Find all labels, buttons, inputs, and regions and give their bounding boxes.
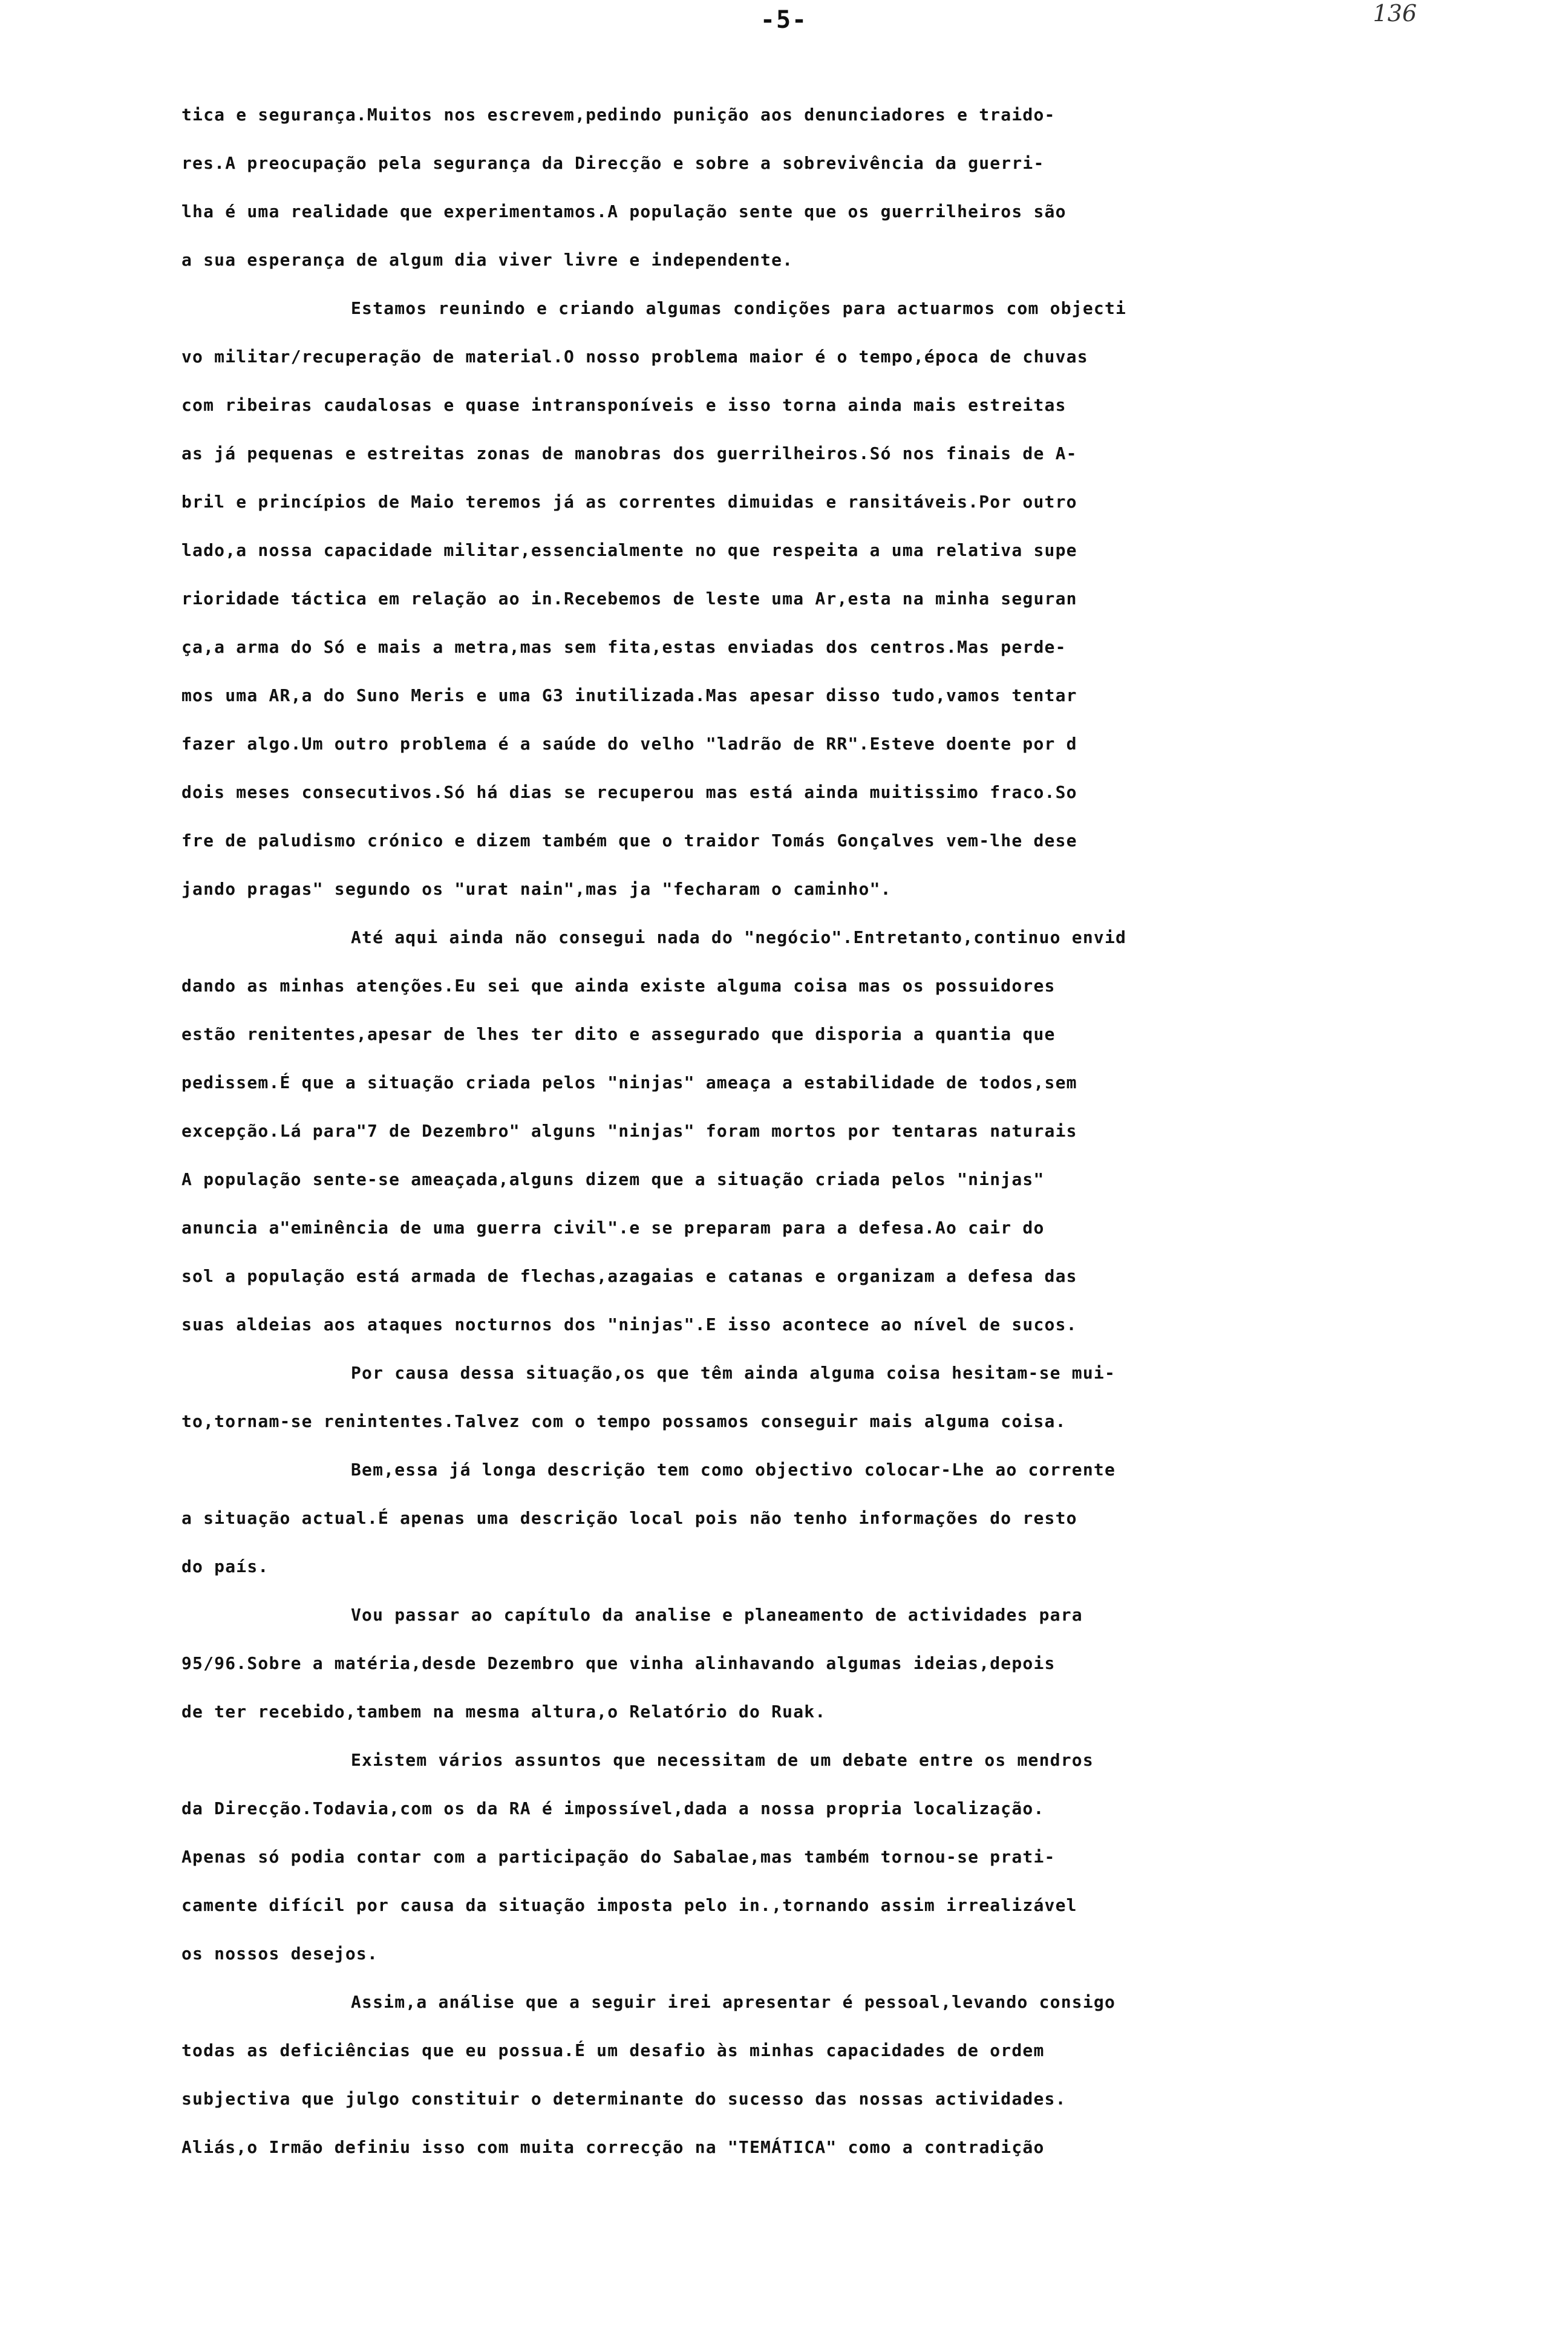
text-line: a sua esperança de algum dia viver livre e independente. <box>181 250 794 270</box>
text-line: lado,a nossa capacidade militar,essencialmente no que respeita a uma relativa supe <box>181 540 1077 560</box>
text-line: Por causa dessa situação,os que têm ainda alguma coisa hesitam-se mui- <box>351 1363 1116 1383</box>
text-line: Bem,essa já longa descrição tem como objectivo colocar-Lhe ao corrente <box>351 1460 1116 1480</box>
text-line: anuncia a"eminência de uma guerra civil".e se preparam para a defesa.Ao cair do <box>181 1218 1045 1238</box>
text-line: Apenas só podia contar com a participação do Sabalae,mas também tornou-se prati- <box>181 1847 1056 1867</box>
text-line: subjectiva que julgo constituir o determinante do sucesso das nossas actividades. <box>181 2089 1067 2109</box>
text-line: 95/96.Sobre a matéria,desde Dezembro que vinha alinhavando algumas ideias,depois <box>181 1653 1056 1673</box>
text-line: fre de paludismo crónico e dizem também que o traidor Tomás Gonçalves vem-lhe dese <box>181 831 1077 851</box>
text-line: Assim,a análise que a seguir irei apresentar é pessoal,levando consigo <box>351 1992 1116 2012</box>
text-line: a situação actual.É apenas uma descrição local pois não tenho informações do resto <box>181 1508 1077 1528</box>
text-line: as já pequenas e estreitas zonas de manobras dos guerrilheiros.Só nos finais de A- <box>181 443 1077 463</box>
text-line: dando as minhas atenções.Eu sei que ainda existe alguma coisa mas os possuidores <box>181 976 1056 996</box>
text-line: to,tornam-se renintentes.Talvez com o tempo possamos conseguir mais alguma coisa. <box>181 1411 1067 1431</box>
text-line: jando pragas" segundo os "urat nain",mas ja "fecharam o caminho". <box>181 879 892 899</box>
text-line: do país. <box>181 1556 269 1576</box>
text-line: lha é uma realidade que experimentamos.A população sente que os guerrilheiros são <box>181 201 1067 221</box>
text-line: bril e princípios de Maio teremos já as correntes dimuidas e ransitáveis.Por outro <box>181 492 1077 512</box>
text-line: Estamos reunindo e criando algumas condições para actuarmos com objecti <box>351 298 1127 318</box>
text-line: tica e segurança.Muitos nos escrevem,pedindo punição aos denunciadores e traido- <box>181 105 1056 125</box>
text-line: Até aqui ainda não consegui nada do "negócio".Entretanto,continuo envid <box>351 927 1127 947</box>
text-line: dois meses consecutivos.Só há dias se recuperou mas está ainda muitissimo fraco.So <box>181 782 1077 802</box>
text-line: fazer algo.Um outro problema é a saúde do velho "ladrão de RR".Esteve doente por d <box>181 734 1077 754</box>
page-number: -5- <box>760 6 808 34</box>
handwritten-page-annotation: 136 <box>1373 0 1417 27</box>
text-line: suas aldeias aos ataques nocturnos dos "ninjas".E isso acontece ao nível de sucos. <box>181 1314 1077 1334</box>
text-line: todas as deficiências que eu possua.É um desafio às minhas capacidades de ordem <box>181 2040 1045 2060</box>
text-line: camente difícil por causa da situação imposta pelo in.,tornando assim irrealizável <box>181 1895 1077 1915</box>
text-line: mos uma AR,a do Suno Meris e uma G3 inutilizada.Mas apesar disso tudo,vamos tentar <box>181 685 1077 705</box>
text-line: sol a população está armada de flechas,azagaias e catanas e organizam a defesa das <box>181 1266 1077 1286</box>
text-line: excepção.Lá para"7 de Dezembro" alguns "ninjas" foram mortos por tentaras naturais <box>181 1121 1077 1141</box>
text-line: rioridade táctica em relação ao in.Recebemos de leste uma Ar,esta na minha seguran <box>181 589 1077 609</box>
text-line: vo militar/recuperação de material.O nosso problema maior é o tempo,época de chuvas <box>181 347 1088 367</box>
text-line: res.A preocupação pela segurança da Direcção e sobre a sobrevivência da guerri- <box>181 153 1045 173</box>
text-line: Aliás,o Irmão definiu isso com muita correcção na "TEMÁTICA" como a contradição <box>181 2137 1045 2157</box>
text-line: com ribeiras caudalosas e quase intransponíveis e isso torna ainda mais estreitas <box>181 395 1067 415</box>
text-line: da Direcção.Todavia,com os da RA é impossível,dada a nossa propria localização. <box>181 1798 1045 1818</box>
text-line: Existem vários assuntos que necessitam de um debate entre os mendros <box>351 1750 1094 1770</box>
text-line: ça,a arma do Só e mais a metra,mas sem fita,estas enviadas dos centros.Mas perde- <box>181 637 1067 657</box>
text-line: de ter recebido,tambem na mesma altura,o Relatório do Ruak. <box>181 1702 826 1722</box>
typed-letter-body <box>181 91 1440 2172</box>
text-line: A população sente-se ameaçada,alguns dizem que a situação criada pelos "ninjas" <box>181 1169 1045 1189</box>
text-line: Vou passar ao capítulo da analise e planeamento de actividades para <box>351 1605 1083 1625</box>
text-line: estão renitentes,apesar de lhes ter dito e assegurado que disporia a quantia que <box>181 1024 1056 1044</box>
text-line: pedissem.É que a situação criada pelos "ninjas" ameaça a estabilidade de todos,sem <box>181 1073 1077 1092</box>
text-line: os nossos desejos. <box>181 1944 379 1964</box>
